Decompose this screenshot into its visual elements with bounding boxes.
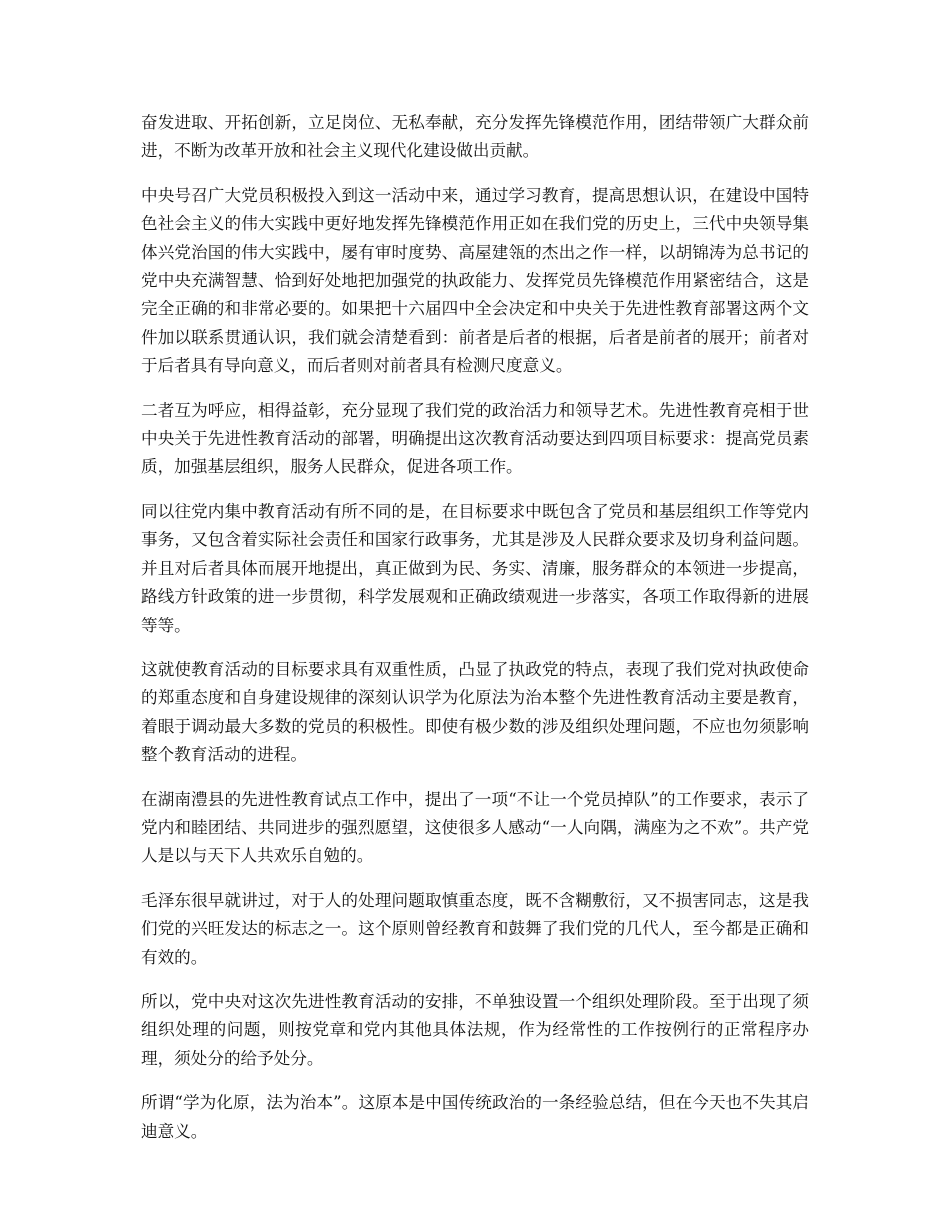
- paragraph-4: 同以往党内集中教育活动有所不同的是，在目标要求中既包含了党员和基层组织工作等党内事务，又包含着实际社会责任和国家行政事务，尤其是涉及人民群众要求及切身利益问题。并且对后者具体而展开地提出，真正做到为民、务实、清廉，服务群众的本领进一步提高，路线方针政策的进一步贯彻，科学发展观和正确政绩观进一步落实，各项工作取得新的进展等等。: [141, 501, 809, 635]
- paragraph-9: 所谓“学为化原，法为治本”。这原本是中国传统政治的一条经验总结，但在今天也不失其启迪意义。: [141, 1093, 809, 1141]
- paragraph-5: 这就使教育活动的目标要求具有双重性质，凸显了执政党的特点，表现了我们党对执政使命的郑重态度和自身建设规律的深刻认识学为化原法为治本整个先进性教育活动主要是教育，着眼于调动最大多数的党员的积极性。即使有极少数的涉及组织处理问题，不应也勿须影响整个教育活动的进程。: [141, 659, 809, 765]
- paragraph-7: 毛泽东很早就讲过，对于人的处理问题取慎重态度，既不含糊敷衍，又不损害同志，这是我们党的兴旺发达的标志之一。这个原则曾经教育和鼓舞了我们党的几代人，至今都是正确和有效的。: [141, 890, 809, 967]
- paragraph-6: 在湖南澧县的先进性教育试点工作中，提出了一项“不让一个党员掉队”的工作要求，表示了党内和睦团结、共同进步的强烈愿望，这使很多人感动“一人向隅，满座为之不欢”。共产党人是以与天下人共欢乐自勉的。: [141, 789, 809, 866]
- document-body: [141, 109, 809, 1162]
- paragraph-8: 所以，党中央对这次先进性教育活动的安排，不单独设置一个组织处理阶段。至于出现了须组织处理的问题，则按党章和党内其他具体法规，作为经常性的工作按例行的正常程序办理，须处分的给予处分。: [141, 991, 809, 1068]
- paragraph-2: 中央号召广大党员积极投入到这一活动中来，通过学习教育，提高思想认识，在建设中国特色社会主义的伟大实践中更好地发挥先锋模范作用正如在我们党的历史上，三代中央领导集体兴党治国的伟大实践中，屡有审时度势、高屋建瓴的杰出之作一样，以胡锦涛为总书记的党中央充满智慧、恰到好处地把加强党的执政能力、发挥党员先锋模范作用紧密结合，这是完全正确的和非常必要的。如果把十六届四中全会决定和中央关于先进性教育部署这两个文件加以联系贯通认识，我们就会清楚看到：前者是后者的根据，后者是前者的展开；前者对于后者具有导向意义，而后者则对前者具有检测尺度意义。: [141, 185, 809, 376]
- paragraph-3: 二者互为呼应，相得益彰，充分显现了我们党的政治活力和领导艺术。先进性教育亮相于世中央关于先进性教育活动的部署，明确提出这次教育活动要达到四项目标要求：提高党员素质，加强基层组织，服务人民群众，促进各项工作。: [141, 400, 809, 477]
- paragraph-1: 奋发进取、开拓创新，立足岗位、无私奉献，充分发挥先锋模范作用，团结带领广大群众前进，不断为改革开放和社会主义现代化建设做出贡献。: [141, 113, 809, 161]
